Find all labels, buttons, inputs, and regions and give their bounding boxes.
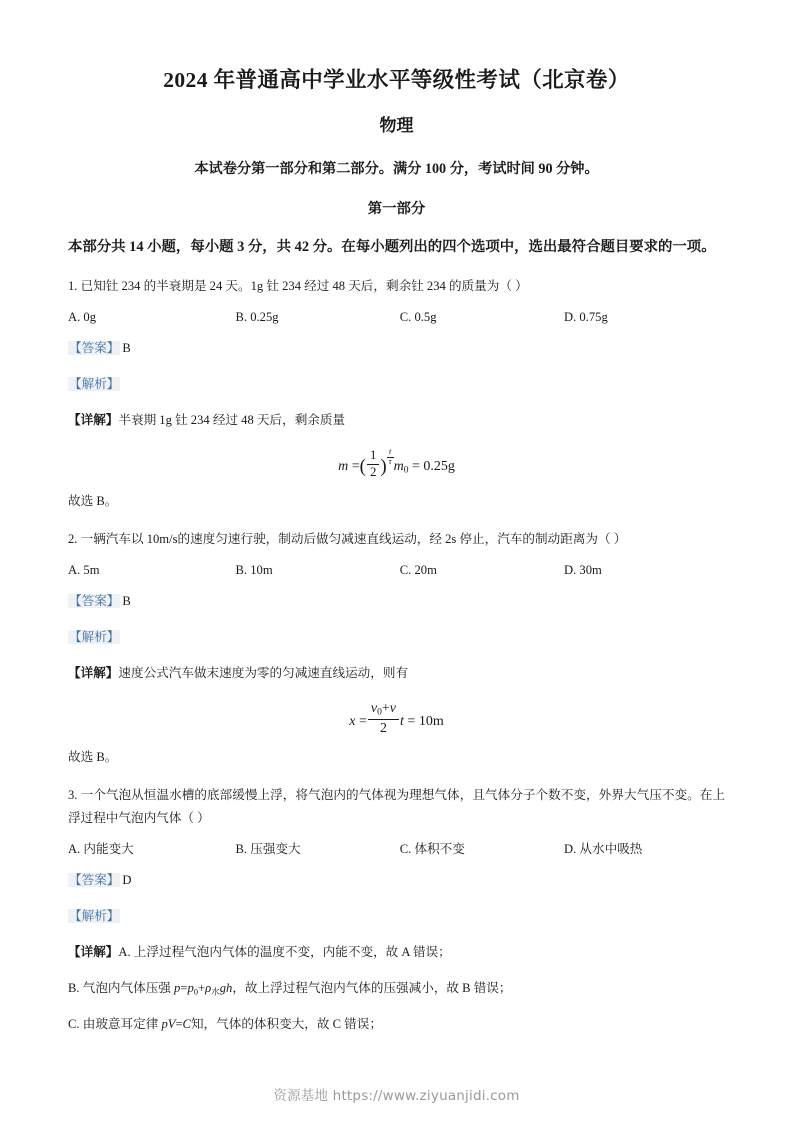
- answer-line: [68, 337, 725, 360]
- page-title: 2024 年普通高中学业水平等级性考试（北京卷）: [163, 68, 630, 92]
- conclusion-line: 故选 B。: [68, 750, 118, 765]
- math-eq: =: [175, 1016, 183, 1031]
- section-instruction: 本部分共 14 小题，每小题 3 分，共 42 分。在每小题列出的四个选项中，选出最符合题目要求的一项。: [68, 238, 716, 255]
- detail-tag: 【详解】: [68, 945, 119, 960]
- detail-line-c: [68, 1013, 725, 1036]
- question-block-2: [68, 528, 725, 770]
- option-c[interactable]: C. 0.5g: [399, 309, 437, 324]
- detail-line: [68, 409, 725, 432]
- formula-denominator: 2: [379, 721, 387, 737]
- formula-rhs: 10m: [418, 714, 444, 730]
- formula-fraction: [368, 701, 399, 736]
- formula-plus: +: [381, 701, 390, 717]
- formula-eq2: =: [407, 714, 416, 730]
- answer-value: B: [122, 341, 131, 356]
- detail-prefix-b: B.: [68, 981, 80, 996]
- math-g: g: [219, 981, 227, 996]
- formula-base-num: 1: [367, 449, 379, 465]
- conclusion-line: 故选 B。: [68, 494, 118, 509]
- analysis-line: [68, 905, 725, 928]
- detail-prefix-a: A.: [118, 945, 131, 960]
- answer-tag: 【答案】: [69, 341, 120, 356]
- detail-prefix-c: C.: [68, 1016, 80, 1031]
- formula-eq1: =: [359, 714, 367, 730]
- formula-v0: v: [370, 701, 378, 717]
- option-a[interactable]: A. 5m: [68, 562, 100, 577]
- subject-title: 物理: [379, 116, 414, 136]
- detail-text-b-after: ，故上浮过程气泡内气体的压强减小，故 B 错误；: [232, 981, 512, 996]
- analysis-line: [68, 626, 725, 649]
- question-stem: 1. 已知钍 234 的半衰期是 24 天。1g 钍 234 经过 48 天后，剩余钍 234 的质量为（ ）: [68, 278, 528, 293]
- formula-factor-sub: 0: [403, 465, 409, 476]
- option-d[interactable]: D. 30m: [564, 562, 602, 577]
- math-V: V: [167, 1016, 176, 1031]
- formula-t: t: [400, 714, 404, 730]
- formula-v0-sub: 0: [377, 707, 382, 718]
- question-stem: 2. 一辆汽车以 10m/s的速度匀速行驶，制动后做匀减速直线运动，经 2s 停止，汽车的制动距离为（ ）: [68, 531, 627, 546]
- section-title: 第一部分: [367, 200, 426, 217]
- answer-value: B: [122, 594, 131, 609]
- option-b[interactable]: B. 0.25g: [235, 309, 279, 324]
- formula-eq2: =: [411, 459, 420, 475]
- math-p: p: [161, 1016, 168, 1031]
- detail-text: 半衰期 1g 钍 234 经过 48 天后，剩余质量: [118, 413, 346, 427]
- option-a[interactable]: A. 0g: [68, 309, 96, 324]
- math-rho-sub: 水: [211, 986, 220, 997]
- formula-half-life: [68, 448, 725, 480]
- analysis-line: [68, 373, 725, 396]
- analysis-tag: 【解析】: [69, 630, 120, 644]
- formula-exp-den: τ: [388, 456, 392, 466]
- detail-tag: 【详解】: [68, 413, 119, 427]
- formula-lhs: x: [349, 714, 356, 730]
- detail-line: [68, 662, 725, 685]
- exam-note: 本试卷分第一部分和第二部分。满分 100 分，考试时间 90 分钟。: [194, 160, 599, 177]
- detail-tag: 【详解】: [68, 665, 119, 680]
- formula-exp-num: t: [387, 448, 394, 458]
- detail-line-b: [68, 977, 725, 1000]
- option-c[interactable]: C. 体积不变: [399, 842, 465, 857]
- formula-braking-distance: [68, 701, 725, 736]
- math-eq: =: [180, 981, 188, 996]
- formula-lhs: m: [338, 459, 349, 475]
- math-p0-sub: 0: [193, 986, 199, 997]
- math-p: p: [174, 981, 181, 996]
- analysis-tag: 【解析】: [69, 909, 120, 924]
- math-plus: +: [198, 981, 206, 996]
- formula-base-den: 2: [369, 465, 377, 480]
- answer-line: [68, 590, 725, 613]
- detail-line-a: [68, 941, 725, 964]
- option-row: [68, 559, 725, 582]
- detail-text-c-after: 知，气体的体积变大，故 C 错误；: [190, 1016, 382, 1031]
- inline-formula-boyle: [161, 1017, 191, 1031]
- detail-text-a: 上浮过程气泡内气体的温度不变，内能不变，故 A 错误；: [133, 945, 451, 960]
- formula-rhs: 0.25g: [423, 459, 455, 475]
- paren-open: (: [359, 456, 366, 478]
- formula-exponent-fraction: [387, 448, 394, 466]
- math-h: h: [226, 981, 233, 996]
- option-row: [68, 306, 725, 329]
- formula-factor: m: [393, 459, 404, 475]
- question-block-1: [68, 275, 725, 514]
- option-row: [68, 838, 725, 861]
- answer-value: D: [122, 873, 132, 888]
- answer-line: [68, 869, 725, 892]
- math-p0: p: [187, 981, 194, 996]
- option-d[interactable]: D. 从水中吸热: [564, 842, 643, 857]
- answer-tag: 【答案】: [69, 873, 120, 888]
- detail-text: 速度公式汽车做末速度为零的匀减速直线运动，则有: [118, 665, 409, 680]
- question-block-3: [68, 784, 725, 1037]
- math-rho: ρ: [205, 981, 212, 996]
- math-C: C: [182, 1016, 191, 1031]
- formula-eq1: =: [351, 459, 360, 475]
- answer-tag: 【答案】: [69, 594, 120, 609]
- formula-v: v: [389, 701, 397, 717]
- option-c[interactable]: C. 20m: [399, 562, 437, 577]
- formula-base-fraction: [367, 449, 379, 480]
- question-stem: 3. 一个气泡从恒温水槽的底部缓慢上浮，将气泡内的气体视为理想气体，且气体分子个数不变，外界大气压不变。在上浮过程中气泡内气体（ ）: [68, 787, 725, 825]
- formula-numerator: [368, 701, 399, 720]
- analysis-tag: 【解析】: [69, 377, 120, 392]
- detail-text-c-before: 由玻意耳定律: [82, 1016, 159, 1031]
- option-d[interactable]: D. 0.75g: [564, 309, 608, 324]
- footer-watermark: 资源基地 https://www.ziyuanjidi.com: [273, 1088, 520, 1104]
- option-b[interactable]: B. 压强变大: [235, 842, 301, 857]
- inline-formula-pressure: [174, 981, 232, 995]
- paren-close: ): [380, 456, 387, 478]
- option-b[interactable]: B. 10m: [235, 562, 273, 577]
- option-a[interactable]: A. 内能变大: [68, 842, 134, 857]
- detail-text-b-before: 气泡内气体压强: [82, 981, 171, 996]
